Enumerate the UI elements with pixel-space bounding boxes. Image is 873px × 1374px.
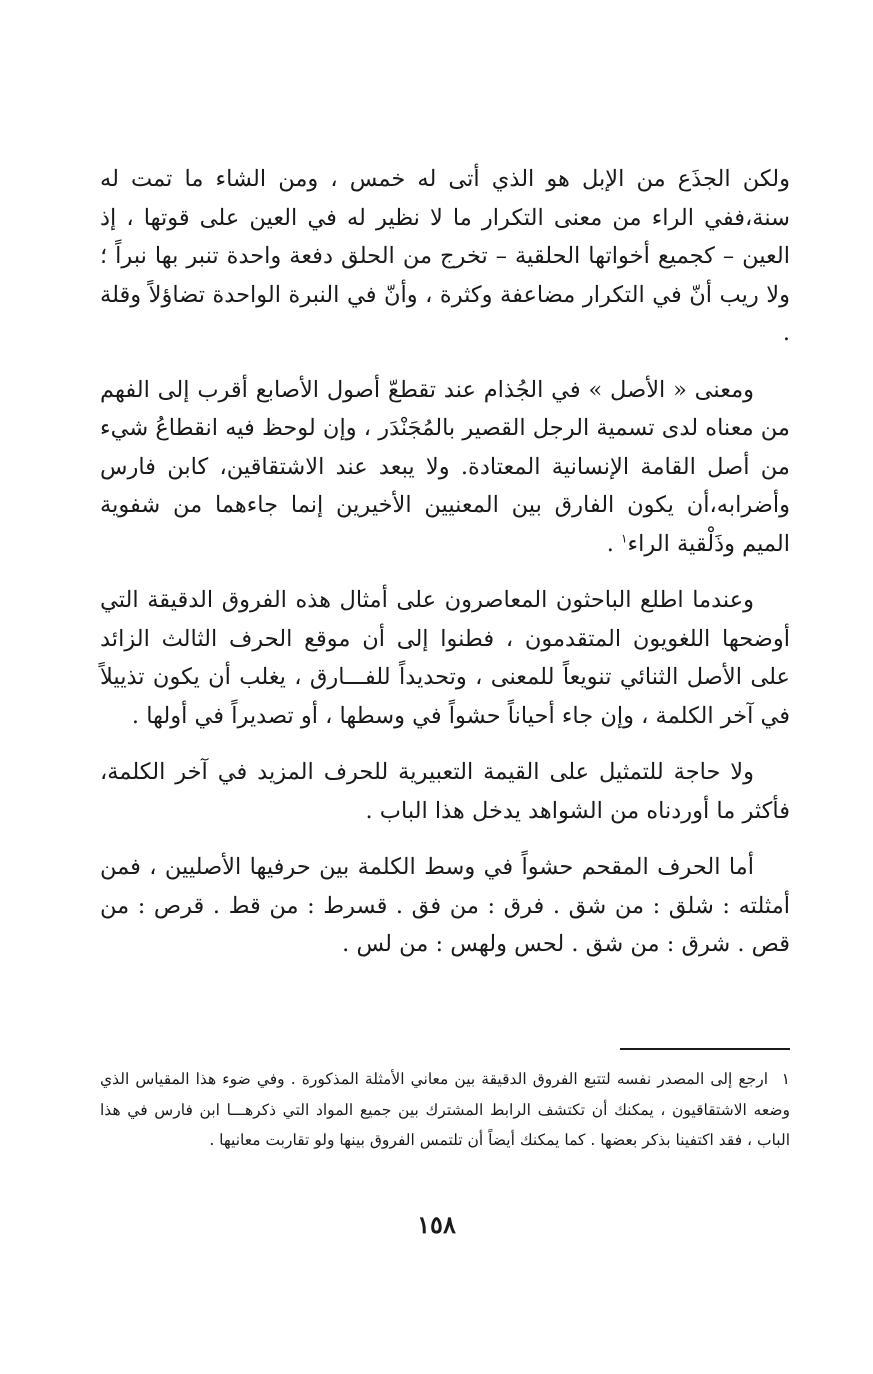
page-body: [100, 160, 790, 982]
paragraph-3: وعندما اطلع الباحثون المعاصرون على أمثال هذه الفروق الدقيقة التي أوضحها اللغويون المتقدمون ، فطنوا إلى أن موقع الحرف الثالث الزائد على الأصل الثنائي تنويعاً للمعنى ، وتحديداً للفـــارق ، يغلب أن يكون تذييلاً في آخر الكلمة ، وإن جاء أحياناً حشواً في وسطها ، أو تصديراً في أولها .: [100, 587, 790, 729]
paragraph-2-end: .: [606, 530, 622, 557]
paragraph-1: ولكن الجذَع من الإبل هو الذي أتى له خمس ، ومن الشاء ما تمت له سنة،ففي الراء من معنى التكرار ما لا نظير له في العين على قوتها ، إذ العين – كجميع أخواتها الحلقية – تخرج من الحلق دفعة واحدة تنبر بها نبراً ؛ ولا ريب أنّ في التكرار مضاعفة وكثرة ، وأنّ في النبرة الواحدة تضاؤلاً وقلة .: [100, 166, 790, 346]
footnote-reference[interactable]: ١: [621, 531, 628, 545]
paragraph-2: [100, 371, 790, 564]
footnote-item: [100, 1064, 790, 1156]
footnotes: [100, 1064, 790, 1156]
paragraph-5: أما الحرف المقحم حشواً في وسط الكلمة بين حرفيها الأصليين ، فمن أمثلته : شلق : من شق . فرق : من فق . قسرط : من قط . قرص : من قص . شرق : من شق . لحس ولهس : من لس .: [100, 854, 790, 957]
page-number: ١٥٨: [417, 1210, 456, 1239]
paragraph-4: ولا حاجة للتمثيل على القيمة التعبيرية للحرف المزيد في آخر الكلمة، فأكثر ما أوردناه من الشواهد يدخل هذا الباب .: [100, 759, 790, 824]
footnote-divider: [620, 1048, 790, 1050]
footnote-text: ارجع إلى المصدر نفسه لتتبع الفروق الدقيقة بين معاني الأمثلة المذكورة . وفي ضوء هذا المقياس الذي وضعه الاشتقاقيون ، يمكنك أن تكتشف الرابط المشترك بين جميع المواد التي ذكرهـــا ابن فارس في هذا الباب ، فقد اكتفينا بذكر بعضها . كما يمكنك أيضاً أن تلتمس الفروق بينها ولو تقاربت معانيها .: [100, 1070, 790, 1149]
footnote-number: ١: [781, 1070, 790, 1088]
paragraph-2-text: ومعنى « الأصل » في الجُذام عند تقطعّ أصول الأصابع أقرب إلى الفهم من معناه لدى تسمية الرجل القصير بالمُجَنْدَر ، وإن لوحظ فيه انقطاعُ شيء من أصل القامة الإنسانية المعتادة. ولا يبعد عند الاشتقاقين، كابن فارس وأضرابه،أن يكون الفارق بين المعنيين الأخيرين إنما جاءهما من شفوية الميم وذَلْقية الراء: [100, 376, 790, 557]
